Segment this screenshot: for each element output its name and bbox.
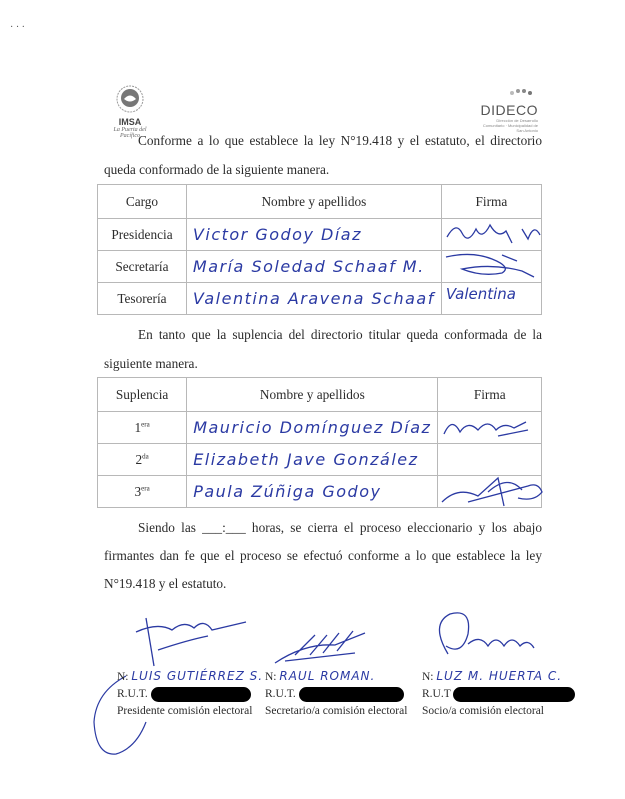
firma-handwritten: Valentina bbox=[445, 285, 516, 303]
nombre-cell: María Soledad Schaaf M. bbox=[186, 251, 441, 283]
secretary-signature bbox=[265, 625, 385, 670]
suplencia-paragraph: En tanto que la suplencia del directorio titular queda conformada de la siguiente manera. bbox=[104, 327, 542, 371]
name-value: RAUL ROMAN. bbox=[279, 669, 376, 683]
table-row bbox=[98, 251, 542, 283]
scan-speck: · · · bbox=[10, 22, 25, 33]
suplencia-ordinal: da bbox=[142, 452, 149, 461]
suplencia-ordinal: era bbox=[141, 484, 150, 493]
table-row bbox=[98, 412, 542, 444]
header-cargo: Cargo bbox=[98, 185, 187, 219]
nombre-cell: Valentina Aravena Schaaf bbox=[186, 283, 441, 315]
name-label: N: bbox=[265, 671, 277, 683]
role-line: Presidente comisión electoral bbox=[117, 705, 253, 717]
name-line bbox=[422, 668, 575, 686]
firma-cell bbox=[441, 219, 541, 251]
directorio-table bbox=[97, 184, 542, 315]
handwritten-signature bbox=[438, 472, 548, 512]
name-value: LUIS GUTIÉRREZ S. bbox=[131, 669, 264, 683]
firma-cell bbox=[438, 412, 542, 444]
dideco-dots-icon bbox=[498, 87, 538, 97]
table-row bbox=[98, 219, 542, 251]
signature-block-member bbox=[422, 668, 575, 720]
rut-redaction bbox=[151, 687, 251, 702]
rut-redaction bbox=[453, 687, 575, 702]
handwritten-signature bbox=[438, 408, 538, 444]
handwritten-signature bbox=[442, 247, 542, 283]
president-signature bbox=[128, 610, 258, 670]
firma-cell bbox=[441, 251, 541, 283]
table-header-row bbox=[98, 185, 542, 219]
nombre-cell: Victor Godoy Díaz bbox=[186, 219, 441, 251]
suplencia-ordinal: era bbox=[141, 420, 150, 429]
member-signature bbox=[428, 604, 538, 666]
rut-label: R.U.T. bbox=[117, 688, 148, 700]
suplencia-number-cell bbox=[98, 476, 187, 508]
name-value: LUZ M. HUERTA C. bbox=[436, 669, 563, 683]
suplencia-table bbox=[97, 377, 542, 508]
closing-paragraph: Siendo las ___:___ horas, se cierra el proceso eleccionario y los abajo firmantes dan fe que el proceso se efectuó conforme a lo que establece la ley N°19.418 y el estatuto. bbox=[104, 520, 542, 591]
nombre-cell: Paula Zúñiga Godoy bbox=[187, 476, 438, 508]
role-line: Socio/a comisión electoral bbox=[422, 705, 544, 717]
cargo-cell: Tesorería bbox=[98, 283, 187, 315]
firma-cell bbox=[438, 476, 542, 508]
table-row bbox=[98, 444, 542, 476]
name-label: N: bbox=[422, 671, 434, 683]
firma-cell bbox=[438, 444, 542, 476]
signature-block-president bbox=[117, 668, 263, 720]
dideco-logo-name: DIDECO bbox=[480, 102, 538, 118]
suplencia-number: 1 bbox=[134, 419, 142, 435]
name-line bbox=[265, 668, 407, 686]
header-suplencia: Suplencia bbox=[98, 378, 187, 412]
intro-paragraph: Conforme a lo que establece la ley N°19.418 y el estatuto, el directorio queda conformado de la siguiente manera. bbox=[104, 133, 542, 177]
nombre-cell: Mauricio Domínguez Díaz bbox=[187, 412, 438, 444]
table-row bbox=[98, 283, 542, 315]
name-label: N: bbox=[117, 671, 129, 683]
header-firma: Firma bbox=[438, 378, 542, 412]
rut-label: R.U.T bbox=[422, 688, 451, 700]
imsa-logo-tagline: La Puerta del Pacífico bbox=[113, 127, 147, 139]
imsa-logo-name: IMSA bbox=[118, 117, 142, 127]
table-header-row bbox=[98, 378, 542, 412]
cargo-cell: Presidencia bbox=[98, 219, 187, 251]
suplencia-number-cell bbox=[98, 444, 187, 476]
table-row bbox=[98, 476, 542, 508]
role-line: Secretario/a comisión electoral bbox=[265, 705, 408, 717]
header-firma: Firma bbox=[441, 185, 541, 219]
name-line bbox=[117, 668, 263, 686]
dideco-logo-tagline: Dirección de Desarrollo Comunitario · Municipalidad de San Antonio bbox=[482, 118, 538, 133]
handwritten-signature bbox=[442, 215, 542, 251]
rut-line bbox=[117, 686, 263, 703]
rut-line bbox=[422, 686, 575, 703]
header-nombre: Nombre y apellidos bbox=[186, 185, 441, 219]
rut-line bbox=[265, 686, 407, 703]
suplencia-number: 2 bbox=[135, 451, 143, 467]
header-nombre: Nombre y apellidos bbox=[187, 378, 438, 412]
suplencia-number-cell bbox=[98, 412, 187, 444]
imsa-emblem-icon bbox=[110, 84, 150, 114]
signature-block-secretary bbox=[265, 668, 407, 720]
cargo-cell: Secretaría bbox=[98, 251, 187, 283]
firma-cell bbox=[441, 283, 541, 315]
nombre-cell: Elizabeth Jave González bbox=[187, 444, 438, 476]
rut-label: R.U.T. bbox=[265, 688, 296, 700]
rut-redaction bbox=[299, 687, 404, 702]
suplencia-number: 3 bbox=[134, 483, 142, 499]
